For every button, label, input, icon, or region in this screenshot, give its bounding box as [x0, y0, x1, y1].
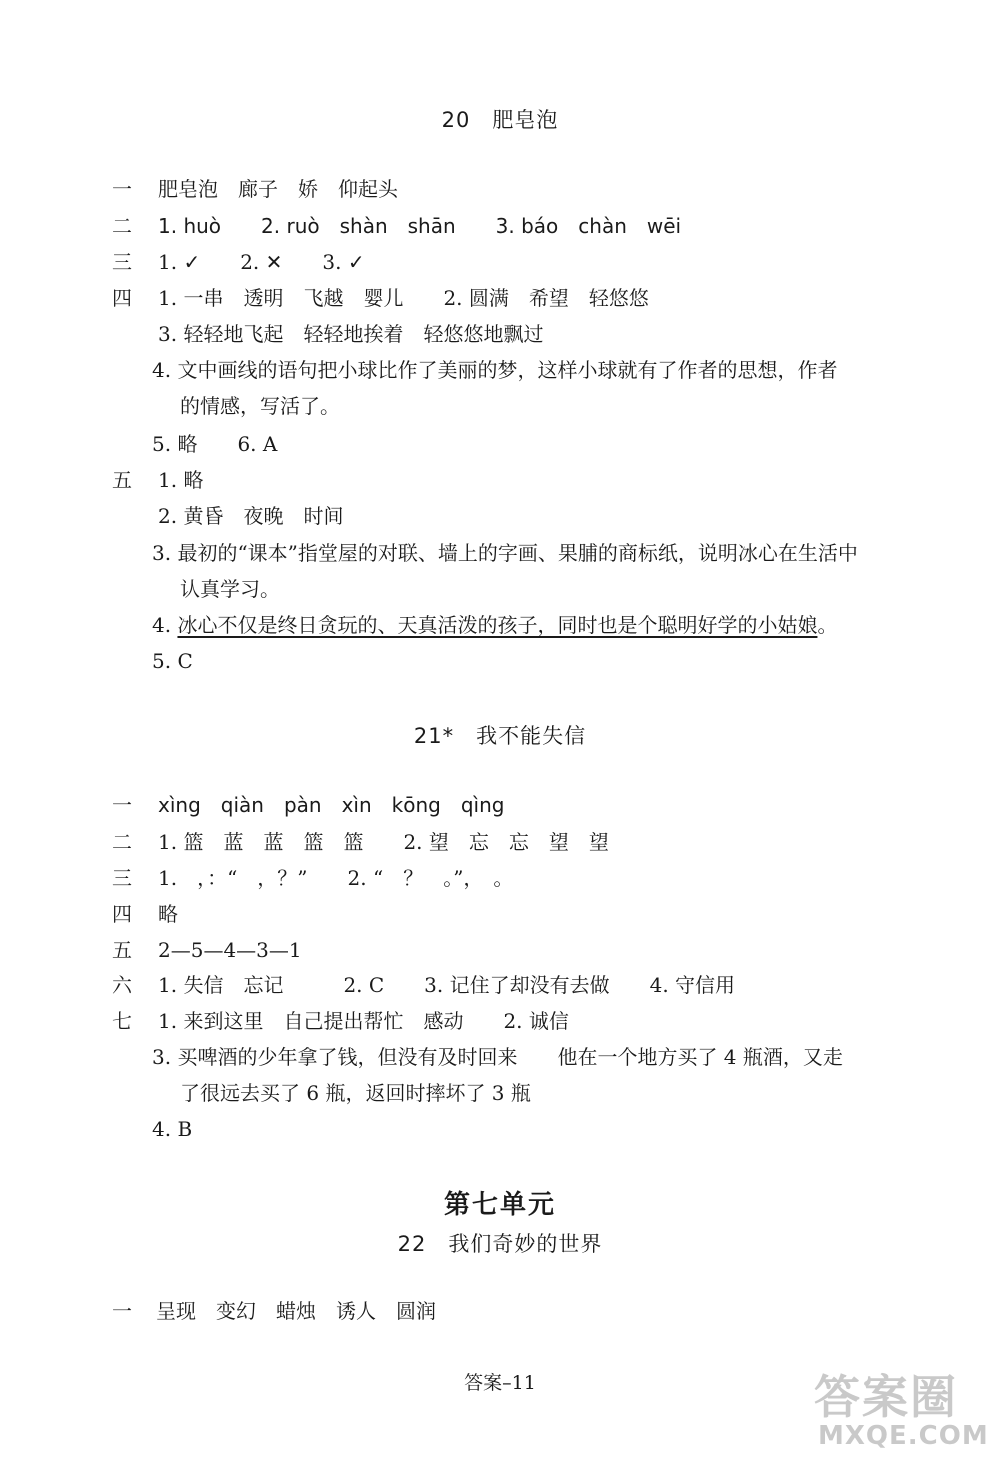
watermark-logo [800, 1353, 990, 1463]
s20-q2-answer: 1. huò 2. ruò shàn shān 3. báo chàn wēi [158, 214, 682, 238]
s20-q5-4-answer [152, 611, 837, 639]
s20-q3-answer: 1. ✓ 2. ✕ 3. ✓ [158, 250, 365, 274]
s21-q5-answer: 2—5—4—3—1 [158, 938, 302, 962]
s20-q5-5-answer: 5. C [152, 649, 193, 673]
section-22-title: 22 我们奇妙的世界 [397, 1232, 603, 1256]
section-21-title: 21* 我不能失信 [413, 724, 587, 748]
s20-q4-4-answer-line1: 4. 文中画线的语句把小球比作了美丽的梦，这样小球就有了作者的思想，作者 [152, 358, 838, 382]
s20-q5-num: 五 [112, 468, 132, 492]
s20-q4-answer: 1. 一串 透明 飞越 婴儿 2. 圆满 希望 轻悠悠 [158, 286, 649, 310]
s21-q1-answer: xìng qiàn pàn xìn kōng qìng [158, 793, 505, 817]
s20-q2-num: 二 [112, 214, 132, 238]
watermark-brand: 答案圈 [814, 1370, 958, 1424]
s21-q2-num: 二 [112, 830, 132, 854]
s20-q5-3-answer-line2: 认真学习。 [180, 577, 280, 601]
s20-q1-answer: 肥皂泡 廊子 娇 仰起头 [158, 177, 398, 201]
s21-q6-answer: 1. 失信 忘记 2. C 3. 记住了却没有去做 4. 守信用 [158, 973, 736, 997]
s20-q5-1-answer: 1. 略 [158, 468, 204, 492]
watermark-url: MXQE.COM [818, 1421, 989, 1451]
s21-q2-answer: 1. 篮 蓝 蓝 篮 篮 2. 望 忘 忘 望 望 [158, 830, 609, 854]
s21-q3-answer: 1. ，：“ ，？” 2. “ ？ 。”， 。 [158, 866, 514, 890]
s21-q7-answer: 1. 来到这里 自己提出帮忙 感动 2. 诚信 [158, 1009, 569, 1033]
s22-q1-answer: 呈现 变幻 蜡烛 诱人 圆润 [156, 1299, 436, 1323]
section-20-title: 20 肥皂泡 [441, 108, 559, 132]
s20-q5-2-answer: 2. 黄昏 夜晚 时间 [158, 504, 344, 528]
s20-q5-4-prefix: 4. [152, 613, 178, 637]
s21-q4-num: 四 [112, 902, 132, 926]
s20-q5-4-suffix: 。 [817, 613, 838, 637]
s21-q1-num: 一 [112, 793, 132, 817]
s21-q3-num: 三 [112, 866, 132, 890]
s21-q5-num: 五 [112, 938, 132, 962]
s20-q1-num: 一 [112, 177, 132, 201]
s20-q4-5-6-answer: 5. 略 6. A [152, 432, 278, 456]
s20-q4-4-answer-line2: 的情感，写活了。 [180, 394, 340, 418]
s20-q4-3-answer: 3. 轻轻地飞起 轻轻地挨着 轻悠悠地飘过 [158, 322, 544, 346]
s20-q5-3-answer-line1: 3. 最初的“课本”指堂屋的对联、墙上的字画、果脯的商标纸，说明冰心在生活中 [152, 541, 858, 565]
s21-q7-3-answer-line1: 3. 买啤酒的少年拿了钱，但没有及时回来 他在一个地方买了 4 瓶酒，又走 [152, 1045, 843, 1069]
s20-q3-num: 三 [112, 250, 132, 274]
s21-q7-4-answer: 4. B [152, 1117, 193, 1141]
unit-7-title: 第七单元 [443, 1190, 556, 1220]
s21-q4-answer: 略 [158, 902, 178, 926]
s20-q4-num: 四 [112, 286, 132, 310]
s20-q5-4-underlined-text: 冰心不仅是终日贪玩的、天真活泼的孩子，同时也是个聪明好学的小姑娘 [177, 613, 818, 637]
page-number: 答案–11 [464, 1372, 536, 1394]
s21-q6-num: 六 [112, 973, 132, 997]
s21-q7-3-answer-line2: 了很远去买了 6 瓶，返回时摔坏了 3 瓶 [180, 1081, 531, 1105]
s21-q7-num: 七 [112, 1009, 132, 1033]
s22-q1-num: 一 [112, 1299, 132, 1323]
